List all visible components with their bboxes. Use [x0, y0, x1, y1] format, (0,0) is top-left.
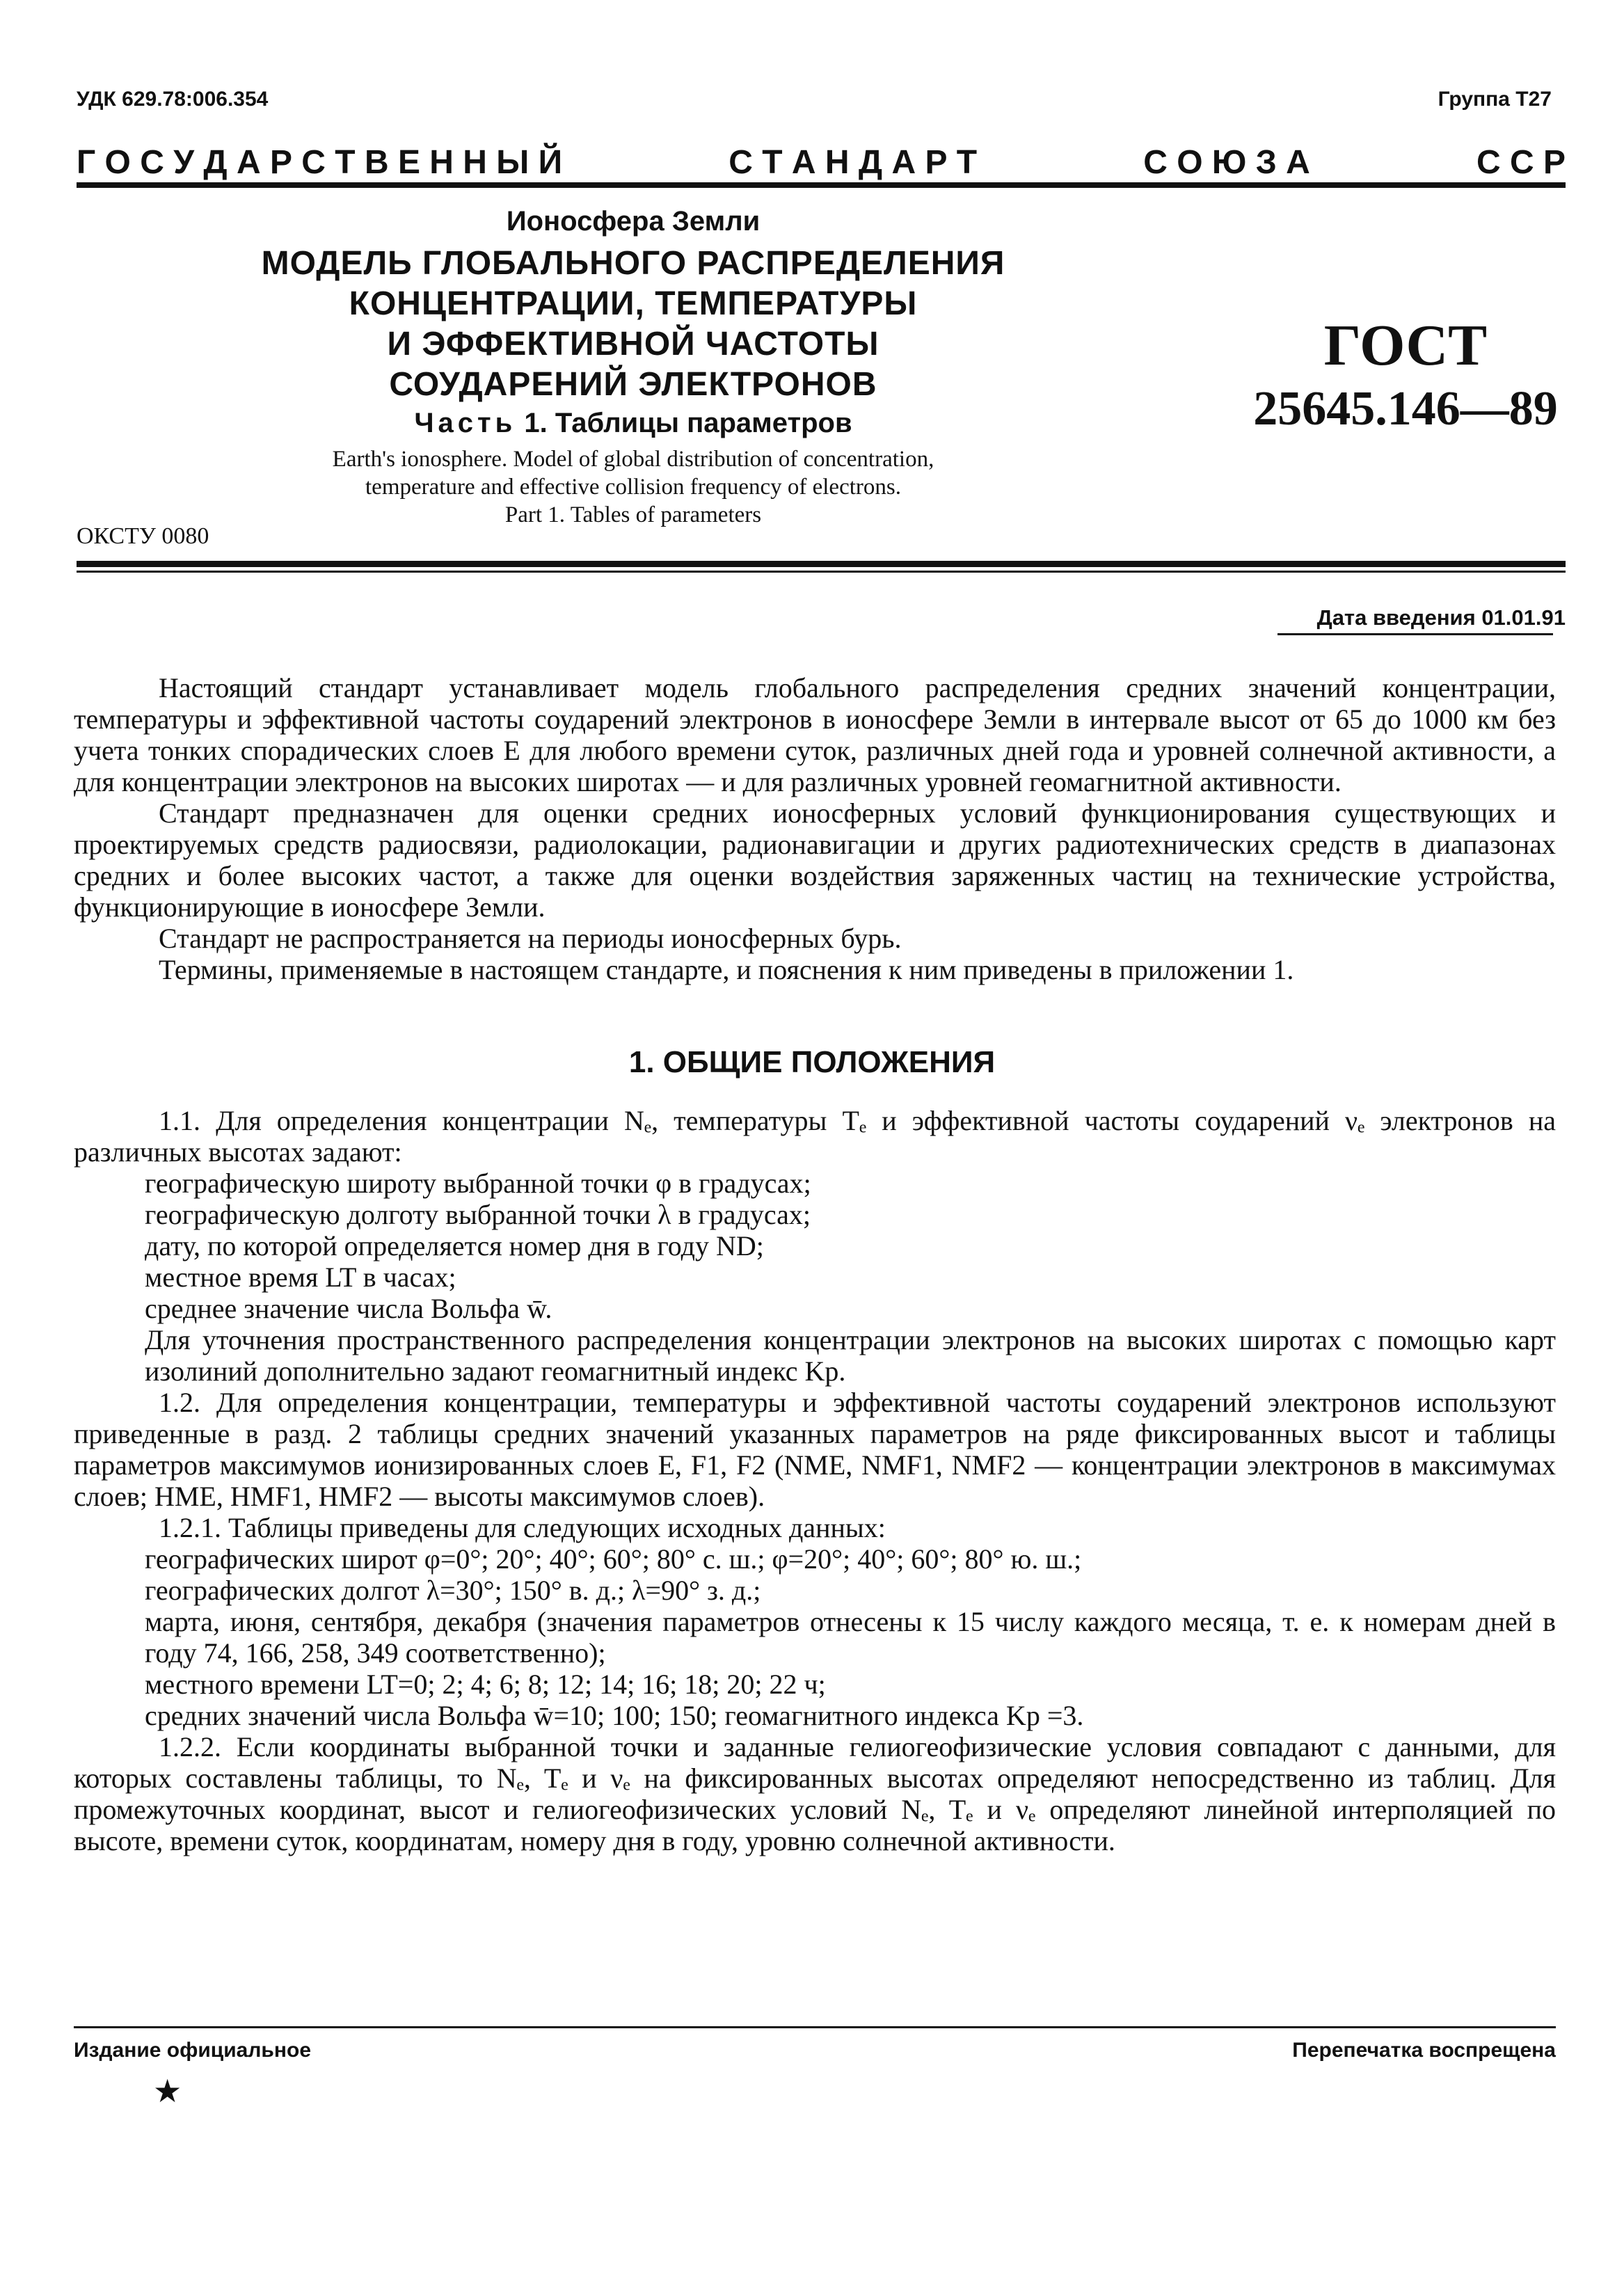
- list-item: среднее значение числа Вольфа w̄.: [145, 1293, 552, 1324]
- title-rule-thin: [77, 571, 1566, 573]
- list-item: марта, июня, сентября, декабря (значения параметров отнесены к 15 числу каждого месяца, т. е. к номерам дней в году 74, 166, 258, 349 соответственно);: [145, 1606, 1556, 1669]
- gost-label: ГОСТ: [1323, 313, 1488, 378]
- preamble-paragraph: Стандарт не распространяется на периоды ионосферных бурь.: [159, 923, 902, 954]
- list-item: средних значений числа Вольфа w̄=10; 100; 150; геомагнитного индекса Kp =3.: [145, 1700, 1084, 1731]
- clause-1-2-1: 1.2.1. Таблицы приведены для следующих исходных данных:: [159, 1512, 886, 1543]
- english-line: Earth's ionosphere. Model of global distribution of concentration,: [332, 447, 934, 472]
- official-edition-note: Издание официальное: [74, 2039, 312, 2062]
- subject-title: Ионосфера Земли: [506, 206, 761, 237]
- udk-code: УДК 629.78:006.354: [77, 88, 269, 111]
- part-word: Часть: [414, 408, 517, 438]
- preamble-paragraph: Термины, применяемые в настоящем стандарте, и пояснения к ним приведены в приложении 1.: [159, 954, 1294, 985]
- state-word-2: С Т А Н Д А Р Т: [729, 143, 978, 181]
- list-item: географических широт φ=0°; 20°; 40°; 60°; 80° с. ш.; φ=20°; 40°; 60°; 80° ю. ш.;: [145, 1543, 1082, 1575]
- list-item: местного времени LT=0; 2; 4; 6; 8; 12; 14; 16; 18; 20; 22 ч;: [145, 1669, 826, 1700]
- star-icon: ★: [153, 2074, 182, 2109]
- clause-1-2-1-list: [74, 1543, 1556, 1731]
- state-standard-heading: [77, 143, 1566, 181]
- section-heading: 1. ОБЩИЕ ПОЛОЖЕНИЯ: [628, 1045, 996, 1079]
- document-title: [230, 244, 1037, 405]
- list-item: местное время LT в часах;: [145, 1262, 456, 1293]
- list-item: географических долгот λ=30°; 150° в. д.; λ=90° з. д.;: [145, 1575, 761, 1606]
- preamble-paragraph: Стандарт предназначен для оценки средних ионосферных условий функционирования существующих и проектируемых средств радиосвязи, радиолокации, радионавигации и других радиотехнических средств в диапазонах средних и более высоких частот, а также для оценки воздействия заряженных частиц на технические устройства, функционирующие в ионосфере Земли.: [74, 797, 1556, 923]
- section-1-body: [74, 1105, 1556, 1856]
- part-title: [230, 408, 1037, 439]
- clause-1-1-tail: Для уточнения пространственного распределения концентрации электронов на высоких широтах с помощью карт изолиний дополнительно задают геомагнитный индекс Kp.: [145, 1324, 1556, 1387]
- state-word-1: Г О С У Д А Р С Т В Е Н Н Ы Й: [77, 143, 563, 181]
- english-line: temperature and effective collision frequency of electrons.: [365, 475, 901, 500]
- clause-1-2-2: 1.2.2. Если координаты выбранной точки и заданные гелиогеофизические условия совпадают с данными, для которых составлены таблицы, то Nₑ, Tₑ и νₑ на фиксированных высотах определяют непосредственно из таблиц. Для промежуточных координат, высот и гелиогеофизических условий Nₑ, Tₑ и νₑ определяют линейной интерполяцией по высоте, времени суток, координатам, номеру дня в году, уровню солнечной активности.: [74, 1731, 1556, 1856]
- gost-number: 25645.146—89: [1253, 382, 1558, 436]
- list-item: географическую долготу выбранной точки λ в градусах;: [145, 1199, 811, 1230]
- date-underline: [1277, 633, 1553, 635]
- okstu-code: ОКСТУ 0080: [77, 523, 209, 549]
- title-line: МОДЕЛЬ ГЛОБАЛЬНОГО РАСПРЕДЕЛЕНИЯ: [261, 245, 1005, 282]
- part-rest: 1. Таблицы параметров: [524, 408, 852, 438]
- title-line: И ЭФФЕКТИВНОЙ ЧАСТОТЫ: [387, 326, 879, 363]
- title-line: СОУДАРЕНИЙ ЭЛЕКТРОНОВ: [389, 366, 877, 403]
- introduction-date: Дата введения 01.01.91: [1316, 605, 1566, 630]
- english-line: Part 1. Tables of parameters: [504, 502, 762, 527]
- list-item: географическую широту выбранной точки φ в градусах;: [145, 1168, 811, 1199]
- footer-rule: [74, 2026, 1556, 2028]
- state-word-3: С О Ю З А: [1143, 143, 1310, 181]
- english-title: [230, 445, 1037, 529]
- title-line: КОНЦЕНТРАЦИИ, ТЕМПЕРАТУРЫ: [349, 285, 918, 322]
- clause-1-1-list: [74, 1168, 1556, 1324]
- clause-1-2: 1.2. Для определения концентрации, температуры и эффективной частоты соударений электронов используют приведенные в разд. 2 таблицы средних значений указанных параметров на ряде фиксированных высот и таблицы параметров максимумов ионизированных слоев E, F1, F2 (NME, NMF1, NMF2 — концентрации электронов в максимумах слоев; HME, HMF1, HMF2 — высоты максимумов слоев).: [74, 1387, 1556, 1512]
- preamble: [74, 672, 1556, 985]
- title-rule-thick: [77, 561, 1566, 567]
- clause-1-1: 1.1. Для определения концентрации Nₑ, температуры Tₑ и эффективной частоты соударений νₑ электронов на различных высотах задают:: [74, 1105, 1556, 1168]
- state-word-4: С С Р: [1476, 143, 1566, 181]
- reprint-prohibited-note: Перепечатка воспрещена: [1292, 2039, 1556, 2062]
- header-rule: [77, 182, 1566, 188]
- list-item: дату, по которой определяется номер дня в году ND;: [145, 1230, 764, 1262]
- group-code: Группа Т27: [1438, 88, 1552, 111]
- preamble-paragraph: Настоящий стандарт устанавливает модель глобального распределения средних значений концентрации, температуры и эффективной частоты соударений электронов в ионосфере Земли в интервале высот от 65 до 1000 км без учета тонких спорадических слоев E для любого времени суток, различных дней года и уровней солнечной активности, а для концентрации электронов на высоких широтах — и для различных уровней геомагнитной активности.: [74, 672, 1556, 797]
